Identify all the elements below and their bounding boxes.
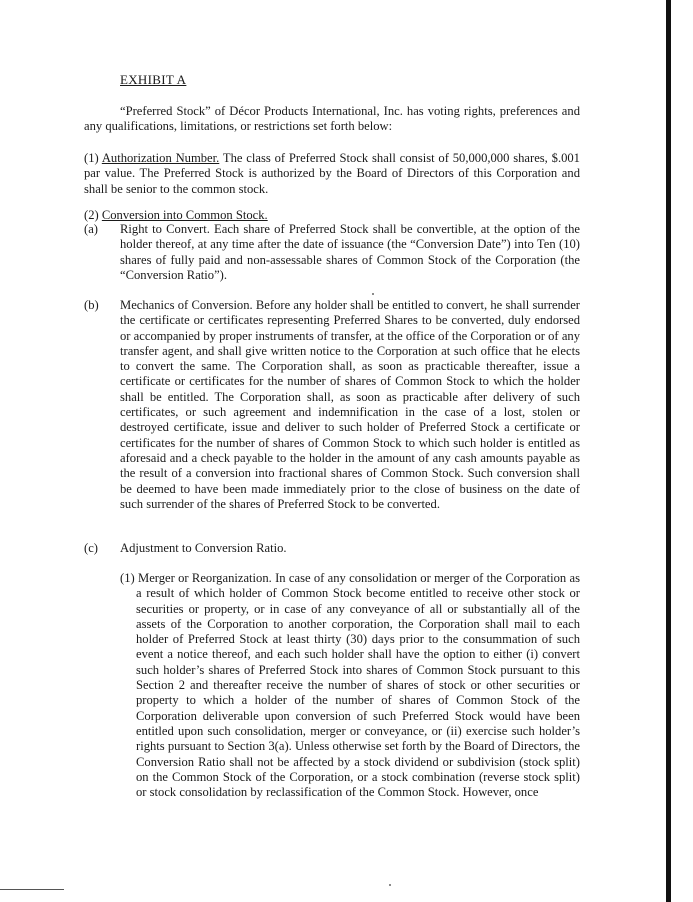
item-a-label: (a) bbox=[84, 222, 98, 236]
scan-mark bbox=[0, 889, 64, 890]
section-2-number: (2) bbox=[84, 208, 99, 222]
section-1-text: The class of Preferred Stock shall consist of 50,000,000 shares, $.001 par value. The Preferred Stock is authorized by the Board of Directors of this Corporation and shall be senior to the common stock. bbox=[84, 151, 580, 196]
exhibit-title: EXHIBIT A bbox=[120, 72, 187, 87]
section-2-heading: Conversion into Common Stock. bbox=[101, 208, 268, 222]
item-b-label: (b) bbox=[84, 298, 99, 312]
section-1-number: (1) bbox=[84, 151, 99, 165]
subitem-c1-text: (1) Merger or Reorganization. In case of any consolidation or merger of the Corporation as a result of which holder of Common Stock become entitled to receive other stock or securities or property, or in case of any conveyance of all or substantially all of the assets of the Corporation to another corporation, the Corporation shall mail to each holder of Preferred Stock at least thirty (30) days prior to the consummation of such event a notice thereof, and each such holder shall have the option to either (i) convert such holder’s shares of Preferred Stock into shares of Common Stock pursuant to this Section 2 and thereafter receive the number of shares of stock or other securities or property to which a holder of the number of shares of Common Stock of the Corporation deliverable upon conversion of such Preferred Stock would have been entitled upon such consolidation, merger or conveyance, or (ii) exercise such holder’s rights pursuant to Section 3(a). Unless otherwise set forth by the Board of Directors, the Conversion Ratio shall not be affected by a stock dividend or subdivision (stock split) on the Common Stock of the Corporation, or a stock combination (reverse stock split) or stock consolidation by reclassification of the Common Stock. However, once bbox=[120, 571, 580, 800]
intro-paragraph: “Preferred Stock” of Décor Products International, Inc. has voting rights, preferences and any qualifications, limitations, or restrictions set forth below: bbox=[84, 104, 580, 134]
section-1-heading: Authorization Number. bbox=[101, 151, 220, 165]
item-c-text: Adjustment to Conversion Ratio. bbox=[120, 541, 287, 555]
item-b-text: Mechanics of Conversion. Before any holder shall be entitled to convert, he shall surrender the certificate or certificates representing Preferred Shares to be converted, duly endorsed or accompanied by proper instruments of transfer, at the office of the Corporation or of any transfer agent, and shall give written notice to the Corporation at such office that he elects to convert the same. The Corporation shall, as soon as practicable thereafter, issue a certificate or certificates for the number of shares of Common Stock to which the holder shall be entitled. The Corporation shall, as soon as practicable after delivery of such certificates, or such agreement and indemnification in the case of a lost, stolen or destroyed certificate, issue and deliver to such holder of Preferred Stock a certificate or certificates for the number of shares of Common Stock to which such holder is entitled as aforesaid and a check payable to the holder in the amount of any cash amounts payable as the result of a conversion into fractional shares of Common Stock. Such conversion shall be deemed to have been made immediately prior to the close of business on the date of such surrender of the shares of Preferred Stock to be converted. bbox=[120, 298, 580, 511]
item-a-text: Right to Convert. Each share of Preferred Stock shall be convertible, at the option of the holder thereof, at any time after the date of issuance (the “Conversion Date”) into Ten (10) shares of fully paid and non-assessable shares of Common Stock of the Corporation (the “Conversion Ratio”). bbox=[120, 222, 580, 282]
section-1-paragraph bbox=[84, 151, 580, 197]
scan-edge-line bbox=[666, 0, 671, 902]
section-2-heading-line bbox=[84, 208, 268, 223]
scan-speck bbox=[389, 884, 391, 886]
item-c-label: (c) bbox=[84, 541, 98, 555]
scan-speck bbox=[372, 293, 374, 295]
